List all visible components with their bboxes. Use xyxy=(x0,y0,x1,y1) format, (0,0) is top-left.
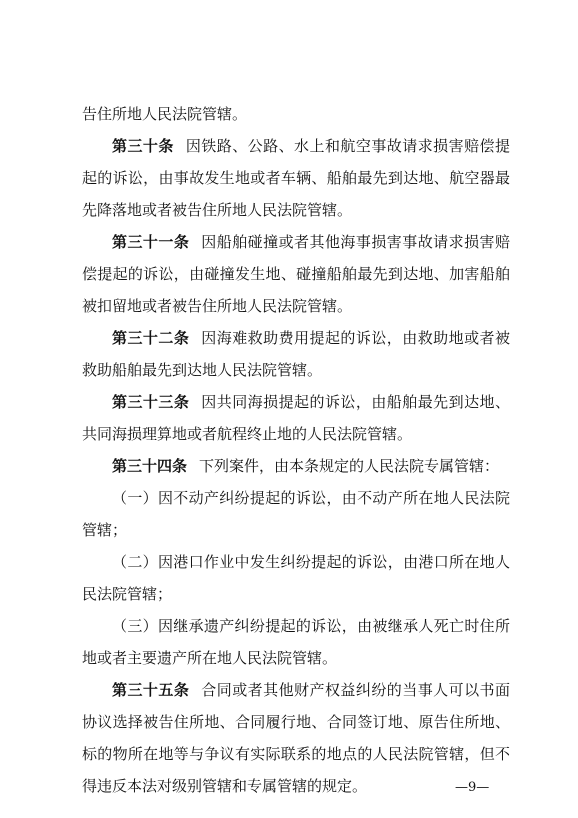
article-number: 第三十五条 xyxy=(112,681,190,699)
list-item-text: （一）因不动产纠纷提起的诉讼，由不动产所在地人民法院管辖； xyxy=(82,489,510,539)
document-body xyxy=(82,98,510,802)
article-number: 第三十二条 xyxy=(112,329,190,347)
article-30 xyxy=(82,130,510,226)
article-text: 下列案件，由本条规定的人民法院专属管辖： xyxy=(199,457,500,475)
article-34-item-3 xyxy=(82,610,510,674)
article-34 xyxy=(82,450,510,482)
article-34-item-2 xyxy=(82,546,510,610)
article-33 xyxy=(82,386,510,450)
article-text: 因海难救助费用提起的诉讼，由救助地或者被救助船舶最先到达地人民法院管辖。 xyxy=(82,329,510,379)
article-number: 第三十三条 xyxy=(112,393,190,411)
page-number: —9— xyxy=(455,780,490,795)
list-item-text: （三）因继承遗产纠纷提起的诉讼，由被继承人死亡时住所地或者主要遗产所在地人民法院管辖。 xyxy=(82,617,510,667)
article-31 xyxy=(82,226,510,322)
paragraph-continuation xyxy=(82,98,510,130)
article-34-item-1 xyxy=(82,482,510,546)
article-text: 因共同海损提起的诉讼，由船舶最先到达地、共同海损理算地或者航程终止地的人民法院管辖。 xyxy=(82,393,510,443)
article-number: 第三十条 xyxy=(112,137,174,155)
article-number: 第三十四条 xyxy=(112,457,188,475)
article-text: 因船舶碰撞或者其他海事损害事故请求损害赔偿提起的诉讼，由碰撞发生地、碰撞船舶最先到达地、加害船舶被扣留地或者被告住所地人民法院管辖。 xyxy=(82,233,510,315)
list-item-text: （二）因港口作业中发生纠纷提起的诉讼，由港口所在地人民法院管辖； xyxy=(82,553,510,603)
article-32 xyxy=(82,322,510,386)
article-text: 合同或者其他财产权益纠纷的当事人可以书面协议选择被告住所地、合同履行地、合同签订地、原告住所地、标的物所在地等与争议有实际联系的地点的人民法院管辖，但不得违反本法对级别管辖和专属管辖的规定。 xyxy=(82,681,510,795)
paragraph-text: 告住所地人民法院管辖。 xyxy=(82,105,248,123)
article-number: 第三十一条 xyxy=(112,233,190,251)
article-text: 因铁路、公路、水上和航空事故请求损害赔偿提起的诉讼，由事故发生地或者车辆、船舶最先到达地、航空器最先降落地或者被告住所地人民法院管辖。 xyxy=(82,137,510,219)
article-35 xyxy=(82,674,510,802)
